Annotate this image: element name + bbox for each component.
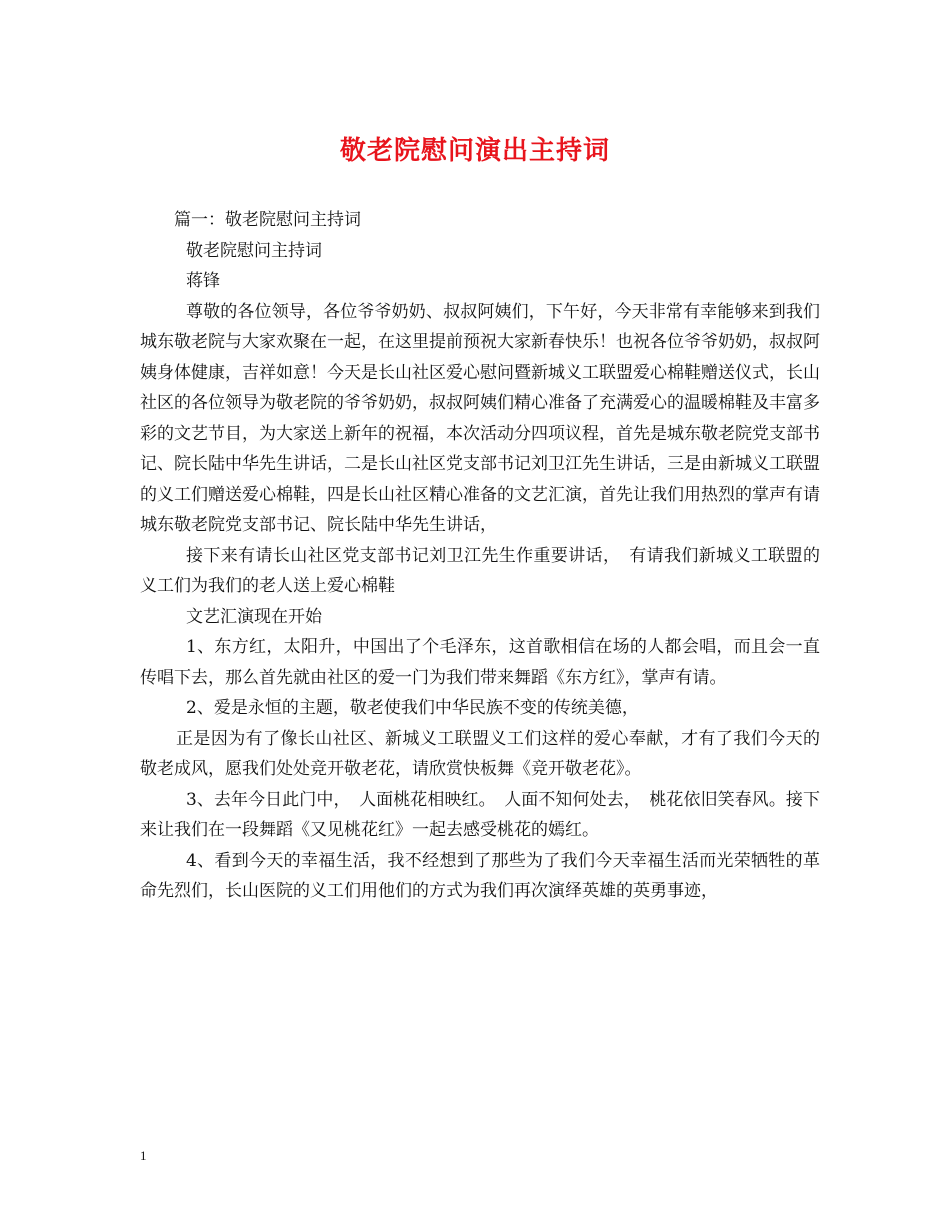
paragraph-item-4: 4、看到今天的幸福生活，我不经想到了那些为了我们今天幸福生活而光荣牺牲的革命先烈们，长山医院的义工们用他们的方式为我们再次演绎英雄的英勇事迹，: [140, 850, 820, 901]
paragraph-performance-start: 文艺汇演现在开始: [186, 606, 322, 627]
paragraph-author: 蒋锋: [186, 271, 220, 291]
page-number: 1: [140, 1148, 147, 1163]
paragraph-item-1: 1、东方红，太阳升，中国出了个毛泽东，这首歌相信在场的人都会唱，而且会一直传唱下去，那么首先就由社区的爱一门为我们带来舞蹈《东方红》，掌声有请。: [140, 637, 820, 688]
paragraph-section-heading: 篇一：敬老院慰问主持词: [174, 210, 361, 230]
document-title: 敬老院慰问演出主持词: [339, 136, 610, 166]
document-body: [140, 205, 820, 907]
paragraph-subtitle: 敬老院慰问主持词: [186, 240, 322, 261]
paragraph-item-3: 3、去年今日此门中， 人面桃花相映红。 人面不知何处去， 桃花依旧笑春风。接下来让我们在一段舞蹈《又见桃花红》一起去感受桃花的嫣红。: [140, 789, 820, 840]
paragraph-item-2: 2、爱是永恒的主题，敬老使我们中华民族不变的传统美德，: [186, 698, 639, 718]
paragraph-item-2-continued: 正是因为有了像长山社区、新城义工联盟义工们这样的爱心奉献，才有了我们今天的敬老成风，愿我们处处竞开敬老花，请欣赏快板舞《竞开敬老花》。: [140, 728, 820, 779]
paragraph-next-speaker: 接下来有请长山社区党支部书记刘卫江先生作重要讲话， 有请我们新城义工联盟的义工们为我们的老人送上爱心棉鞋: [140, 545, 820, 596]
paragraph-opening-speech: 尊敬的各位领导，各位爷爷奶奶、叔叔阿姨们，下午好，今天非常有幸能够来到我们城东敬老院与大家欢聚在一起，在这里提前预祝大家新春快乐！也祝各位爷爷奶奶，叔叔阿姨身体健康，吉祥如意！今天是长山社区爱心慰问暨新城义工联盟爱心棉鞋赠送仪式，长山社区的各位领导为敬老院的爷爷奶奶，叔叔阿姨们精心准备了充满爱心的温暖棉鞋及丰富多彩的文艺节目，为大家送上新年的祝福，本次活动分四项议程，首先是城东敬老院党支部书记、院长陆中华先生讲话，二是长山社区党支部书记刘卫江先生讲话，三是由新城义工联盟的义工们赠送爱心棉鞋，四是长山社区精心准备的文艺汇演，首先让我们用热烈的掌声有请城东敬老院党支部书记、院长陆中华先生讲话，: [140, 301, 820, 535]
